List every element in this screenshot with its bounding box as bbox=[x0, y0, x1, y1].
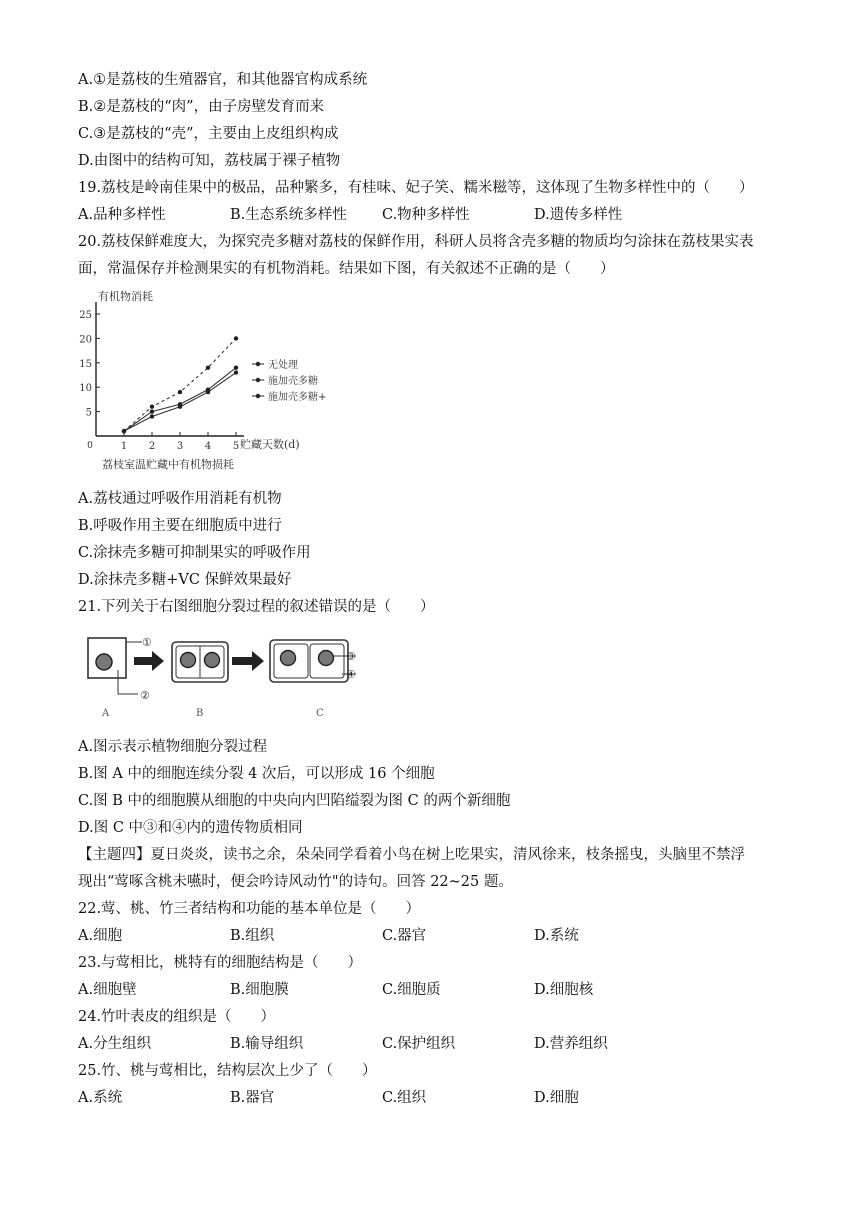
data-point bbox=[234, 336, 238, 340]
q24-option-d: D.营养组织 bbox=[534, 1036, 608, 1052]
q22-stem: 22.莺、桃、竹三者结构和功能的基本单位是（ ） bbox=[78, 901, 421, 917]
y-tick-label: 20 bbox=[79, 334, 92, 346]
q22-option-d: D.系统 bbox=[534, 928, 579, 944]
legend-label: 施加壳多糖 bbox=[268, 376, 318, 387]
legend-swatch-point bbox=[256, 394, 260, 398]
chart-title: 荔枝室温贮藏中有机物损耗 bbox=[102, 458, 234, 471]
figure-label-b: B bbox=[196, 708, 204, 719]
q20-option-c: C.涂抹壳多糖可抑制果实的呼吸作用 bbox=[78, 545, 311, 561]
x-tick-label: 4 bbox=[204, 441, 212, 452]
q21-option-b: B.图 A 中的细胞连续分裂 4 次后，可以形成 16 个细胞 bbox=[78, 766, 435, 782]
legend-label: 施加壳多糖+ bbox=[268, 392, 327, 403]
q24-option-c: C.保护组织 bbox=[382, 1036, 456, 1052]
q18-option-c: C.③是荔枝的“壳”，主要由上皮组织构成 bbox=[78, 126, 339, 142]
x-tick-label: 1 bbox=[120, 441, 128, 452]
figure-label-a: A bbox=[102, 708, 110, 719]
data-point bbox=[178, 390, 182, 394]
q19-option-a: A.品种多样性 bbox=[78, 207, 166, 223]
x-tick-label: 2 bbox=[148, 441, 156, 452]
q25-option-d: D.细胞 bbox=[534, 1090, 579, 1106]
q23-option-c: C.细胞质 bbox=[382, 982, 441, 998]
data-point bbox=[150, 405, 154, 409]
y-tick-label: 10 bbox=[79, 383, 92, 395]
theme4-line1: 【主题四】夏日炎炎，读书之余，朵朵同学看着小鸟在树上吃果实，清风徐来，枝条摇曳，头脑里不禁浮 bbox=[78, 847, 745, 863]
q24-option-a: A.分生组织 bbox=[78, 1036, 152, 1052]
data-point bbox=[122, 429, 126, 433]
x-axis-label: 贮藏天数(d) bbox=[240, 438, 300, 451]
arrow-right-icon bbox=[134, 651, 164, 671]
q19-option-b: B.生态系统多样性 bbox=[230, 207, 347, 223]
q21-option-a: A.图示表示植物细胞分裂过程 bbox=[78, 739, 268, 755]
q22-option-c: C.器官 bbox=[382, 928, 427, 944]
x-tick-label: 5 bbox=[232, 441, 240, 452]
data-point bbox=[206, 365, 210, 369]
q18-option-b: B.②是荔枝的“肉”，由子房壁发育而来 bbox=[78, 99, 325, 115]
q23-option-b: B.细胞膜 bbox=[230, 982, 289, 998]
cell-a bbox=[88, 638, 126, 678]
y-axis-label: 有机物消耗 bbox=[98, 290, 153, 303]
data-point bbox=[234, 370, 238, 374]
q25-option-b: B.器官 bbox=[230, 1090, 275, 1106]
q21-stem: 21.下列关于右图细胞分裂过程的叙述错误的是（ ） bbox=[78, 599, 435, 615]
y-tick-label: 5 bbox=[85, 407, 92, 419]
data-point bbox=[234, 365, 238, 369]
y-tick-label: 15 bbox=[79, 358, 92, 370]
q19-stem: 19.荔枝是岭南佳果中的极品，品种繁多，有桂味、妃子笑、糯米糍等，这体现了生物多样性中的（ ） bbox=[78, 180, 754, 196]
theme4-line2: 现出“莺啄含桃未嚥时，便会吟诗风动竹"的诗句。回答 22~25 题。 bbox=[78, 874, 513, 890]
q24-stem: 24.竹叶表皮的组织是（ ） bbox=[78, 1009, 276, 1025]
q20-stem-line2: 面，常温保存并检测果实的有机物消耗。结果如下图，有关叙述不正确的是（ ） bbox=[78, 261, 615, 277]
data-point bbox=[150, 414, 154, 418]
q18-option-d: D.由图中的结构可知，荔枝属于裸子植物 bbox=[78, 153, 341, 169]
q22-option-b: B.组织 bbox=[230, 928, 275, 944]
origin-label: 0 bbox=[87, 441, 93, 451]
marker-3: ③ bbox=[346, 650, 356, 663]
legend-label: 无处理 bbox=[268, 360, 298, 371]
cell-c bbox=[270, 640, 348, 682]
marker-2: ② bbox=[140, 689, 150, 702]
q25-option-c: C.组织 bbox=[382, 1090, 427, 1106]
q21-option-c: C.图 B 中的细胞膜从细胞的中央向内凹陷缢裂为图 C 的两个新细胞 bbox=[78, 793, 511, 809]
x-tick-label: 3 bbox=[176, 441, 184, 452]
q25-option-a: A.系统 bbox=[78, 1090, 123, 1106]
marker-4: ④ bbox=[346, 668, 356, 681]
q19-option-d: D.遗传多样性 bbox=[534, 207, 623, 223]
q19-option-c: C.物种多样性 bbox=[382, 207, 470, 223]
legend-swatch-point bbox=[256, 378, 260, 382]
q20-stem-line1: 20.荔枝保鲜难度大，为探究壳多糖对荔枝的保鲜作用，科研人员将含壳多糖的物质均匀涂抹在荔枝果实表 bbox=[78, 234, 754, 250]
data-point bbox=[150, 409, 154, 413]
q23-option-d: D.细胞核 bbox=[534, 982, 594, 998]
cell-b bbox=[172, 642, 228, 682]
y-tick-label: 25 bbox=[79, 310, 92, 321]
arrow-right-icon-2 bbox=[232, 651, 264, 671]
legend-swatch-point bbox=[256, 362, 260, 366]
q18-option-a: A.①是荔枝的生殖器官，和其他器官构成系统 bbox=[78, 72, 368, 88]
q22-option-a: A.细胞 bbox=[78, 928, 123, 944]
q21-option-d: D.图 C 中③和④内的遗传物质相同 bbox=[78, 820, 303, 836]
q23-stem: 23.与莺相比，桃特有的细胞结构是（ ） bbox=[78, 955, 363, 971]
figure-label-c: C bbox=[316, 708, 324, 719]
q20-option-d: D.涂抹壳多糖+VC 保鲜效果最好 bbox=[78, 572, 292, 588]
marker-1: ① bbox=[142, 636, 152, 649]
q25-stem: 25.竹、桃与莺相比，结构层次上少了（ ） bbox=[78, 1063, 377, 1079]
q20-option-a: A.荔枝通过呼吸作用消耗有机物 bbox=[78, 491, 282, 507]
data-point bbox=[178, 405, 182, 409]
organic-consumption-chart bbox=[79, 288, 327, 476]
q23-option-a: A.细胞壁 bbox=[78, 982, 137, 998]
q24-option-b: B.输导组织 bbox=[230, 1036, 304, 1052]
data-point bbox=[206, 390, 210, 394]
series-line bbox=[124, 368, 236, 431]
q20-option-b: B.呼吸作用主要在细胞质中进行 bbox=[78, 518, 282, 534]
cell-division-figure bbox=[80, 630, 360, 722]
